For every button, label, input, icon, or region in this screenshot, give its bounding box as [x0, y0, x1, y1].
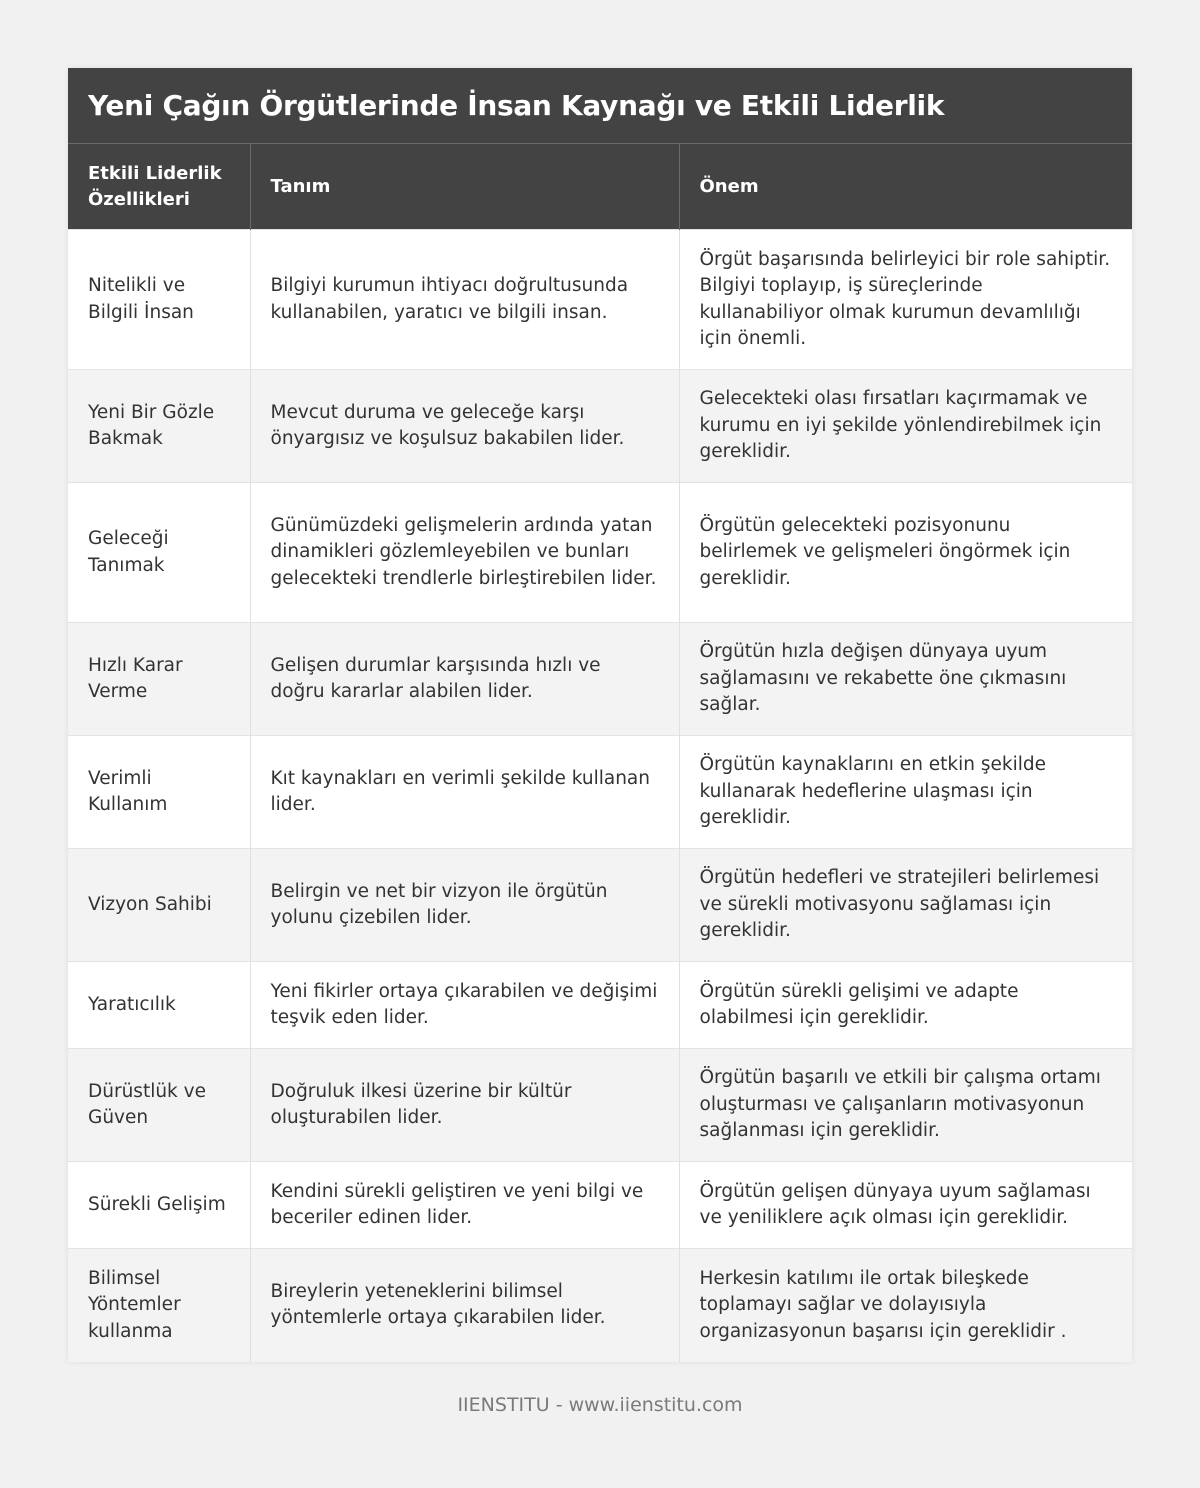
- cell-tanim: Doğruluk ilkesi üzerine bir kültür oluşturabilen lider.: [250, 1049, 679, 1162]
- cell-onem: Örgütün hızla değişen dünyaya uyum sağlamasını ve rekabette öne çıkmasını sağlar.: [679, 623, 1132, 736]
- table-card: [68, 68, 1132, 1362]
- cell-onem: Örgütün gelecekteki pozisyonunu belirlemek ve gelişmeleri öngörmek için gereklidir.: [679, 483, 1132, 623]
- column-header-ozellik: Etkili Liderlik Özellikleri: [68, 144, 250, 230]
- cell-tanim: Gelişen durumlar karşısında hızlı ve doğru kararlar alabilen lider.: [250, 623, 679, 736]
- cell-ozellik: Geleceği Tanımak: [68, 483, 250, 623]
- table-row: [68, 623, 1132, 736]
- cell-tanim: Mevcut duruma ve geleceğe karşı önyargısız ve koşulsuz bakabilen lider.: [250, 370, 679, 483]
- leadership-table: [68, 144, 1132, 1362]
- cell-onem: Herkesin katılımı ile ortak bileşkede toplamayı sağlar ve dolayısıyla organizasyonun başarısı için gereklidir .: [679, 1249, 1132, 1362]
- table-row: [68, 1249, 1132, 1362]
- cell-tanim: Belirgin ve net bir vizyon ile örgütün yolunu çizebilen lider.: [250, 849, 679, 962]
- cell-onem: Gelecekteki olası fırsatları kaçırmamak ve kurumu en iyi şekilde yönlendirebilmek için gereklidir.: [679, 370, 1132, 483]
- table-row: [68, 1049, 1132, 1162]
- cell-onem: Örgütün kaynaklarını en etkin şekilde kullanarak hedeflerine ulaşması için gereklidir.: [679, 736, 1132, 849]
- table-row: [68, 849, 1132, 962]
- cell-onem: Örgütün sürekli gelişimi ve adapte olabilmesi için gereklidir.: [679, 962, 1132, 1049]
- table-row: [68, 230, 1132, 370]
- cell-onem: Örgütün hedefleri ve stratejileri belirlemesi ve sürekli motivasyonu sağlaması için gereklidir.: [679, 849, 1132, 962]
- column-header-onem: Önem: [679, 144, 1132, 230]
- column-header-tanim: Tanım: [250, 144, 679, 230]
- table-row: [68, 370, 1132, 483]
- cell-ozellik: Verimli Kullanım: [68, 736, 250, 849]
- cell-onem: Örgütün gelişen dünyaya uyum sağlaması ve yeniliklere açık olması için gereklidir.: [679, 1162, 1132, 1249]
- cell-tanim: Günümüzdeki gelişmelerin ardında yatan dinamikleri gözlemleyebilen ve bunları gelecekteki trendlerle birleştirebilen lider.: [250, 483, 679, 623]
- table-row: [68, 736, 1132, 849]
- cell-ozellik: Bilimsel Yöntemler kullanma: [68, 1249, 250, 1362]
- cell-tanim: Kendini sürekli geliştiren ve yeni bilgi ve beceriler edinen lider.: [250, 1162, 679, 1249]
- cell-ozellik: Dürüstlük ve Güven: [68, 1049, 250, 1162]
- table-row: [68, 962, 1132, 1049]
- cell-tanim: Bireylerin yeteneklerini bilimsel yöntemlerle ortaya çıkarabilen lider.: [250, 1249, 679, 1362]
- cell-ozellik: Yeni Bir Gözle Bakmak: [68, 370, 250, 483]
- table-row: [68, 1162, 1132, 1249]
- title-bar: [68, 68, 1132, 144]
- cell-ozellik: Vizyon Sahibi: [68, 849, 250, 962]
- cell-ozellik: Hızlı Karar Verme: [68, 623, 250, 736]
- page-title: Yeni Çağın Örgütlerinde İnsan Kaynağı ve Etkili Liderlik: [88, 89, 945, 122]
- cell-tanim: Kıt kaynakları en verimli şekilde kullanan lider.: [250, 736, 679, 849]
- cell-ozellik: Yaratıcılık: [68, 962, 250, 1049]
- cell-ozellik: Sürekli Gelişim: [68, 1162, 250, 1249]
- footer-credit: IIENSTITU - www.iienstitu.com: [457, 1394, 743, 1416]
- cell-ozellik: Nitelikli ve Bilgili İnsan: [68, 230, 250, 370]
- cell-tanim: Bilgiyi kurumun ihtiyacı doğrultusunda kullanabilen, yaratıcı ve bilgili insan.: [250, 230, 679, 370]
- table-row: [68, 483, 1132, 623]
- cell-onem: Örgüt başarısında belirleyici bir role sahiptir. Bilgiyi toplayıp, iş süreçlerinde kullanabiliyor olmak kurumun devamlılığı için önemli.: [679, 230, 1132, 370]
- header-row: [68, 144, 1132, 230]
- cell-onem: Örgütün başarılı ve etkili bir çalışma ortamı oluşturması ve çalışanların motivasyonun sağlanması için gereklidir.: [679, 1049, 1132, 1162]
- cell-tanim: Yeni fikirler ortaya çıkarabilen ve değişimi teşvik eden lider.: [250, 962, 679, 1049]
